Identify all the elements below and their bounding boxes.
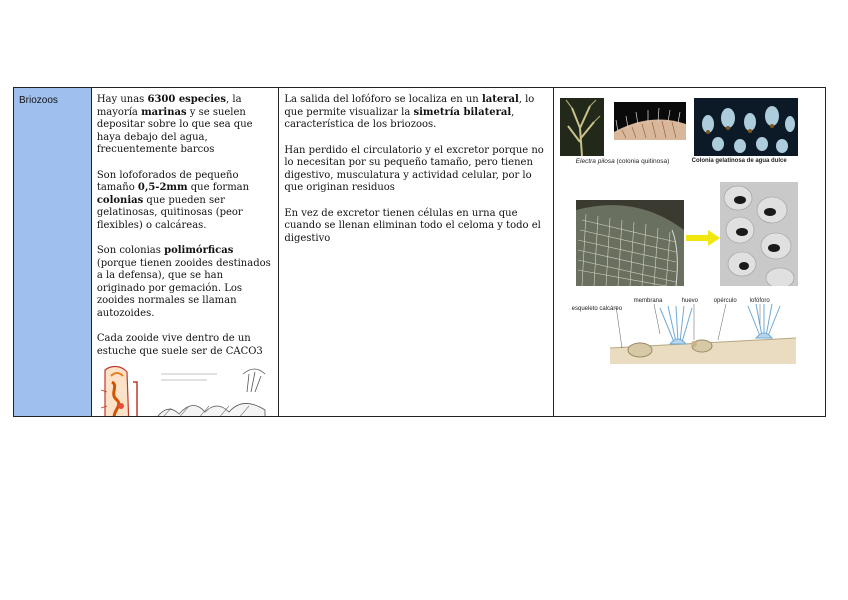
row-label: Briozoos [19, 95, 58, 106]
circulatory-paragraph: Han perdido el circulatorio y el excretor porque no lo necesitan por su pequeño tamaño, pero tienen digestivo, musculatura y actividad celular, por lo que originan residuos [284, 144, 544, 193]
caption-freshwater: Colonia gelatinosa de agua dulce [691, 158, 787, 164]
description-cell [92, 88, 280, 416]
physiology-cell [279, 88, 553, 416]
label-operculum: opérculo [713, 298, 737, 304]
size-paragraph: Son lofoforados de pequeño tamaño 0,5-2mm que forman colonias que pueden ser gelatinosas, quitinosas (peor flexibles) o calcáreas. [96, 169, 250, 231]
images-cell [554, 88, 825, 416]
anatomy-illustration [97, 362, 275, 416]
label-membrane: membrana [633, 298, 663, 304]
lophophore-diagram [610, 304, 796, 364]
species-paragraph: Hay unas 6300 especies, la mayoría marinas y se suelen depositar sobre lo que sea que haya debajo del agua, frecuentemente barcos [96, 94, 253, 155]
excretion-paragraph: En vez de excretor tienen células en urna que cuando se llenan eliminan todo el celoma y todo el digestivo [284, 207, 541, 244]
calcareous-colony-photo [576, 200, 684, 286]
sem-zooids-photo [720, 182, 798, 286]
briozoos-table [13, 87, 826, 417]
caption-electra: Electra pilosa (colonia quitinosa) [575, 158, 670, 165]
electra-closeup-photo [614, 102, 686, 140]
freshwater-colony-photo [694, 98, 798, 156]
label-egg: huevo [681, 298, 699, 304]
lophophore-paragraph: La salida del lofóforo se localiza en un lateral, lo que permite visualizar la simetría bilateral, característica de los briozoos. [284, 94, 535, 130]
pointing-arrow [686, 228, 722, 248]
polymorphic-paragraph: Son colonias polimórficas (porque tienen zooides destinados a la defensa), que se han originado por gemación. Los zooides normales se llaman autozoides. [96, 245, 271, 319]
label-lophophore: lofóforo [749, 298, 770, 304]
label-skeleton: esqueleto calcáreo [571, 306, 623, 312]
electra-pilosa-photo [560, 98, 604, 156]
row-label-cell [14, 88, 92, 416]
zooid-paragraph: Cada zooide vive dentro de un estuche que suele ser de CACO3 [96, 333, 263, 357]
